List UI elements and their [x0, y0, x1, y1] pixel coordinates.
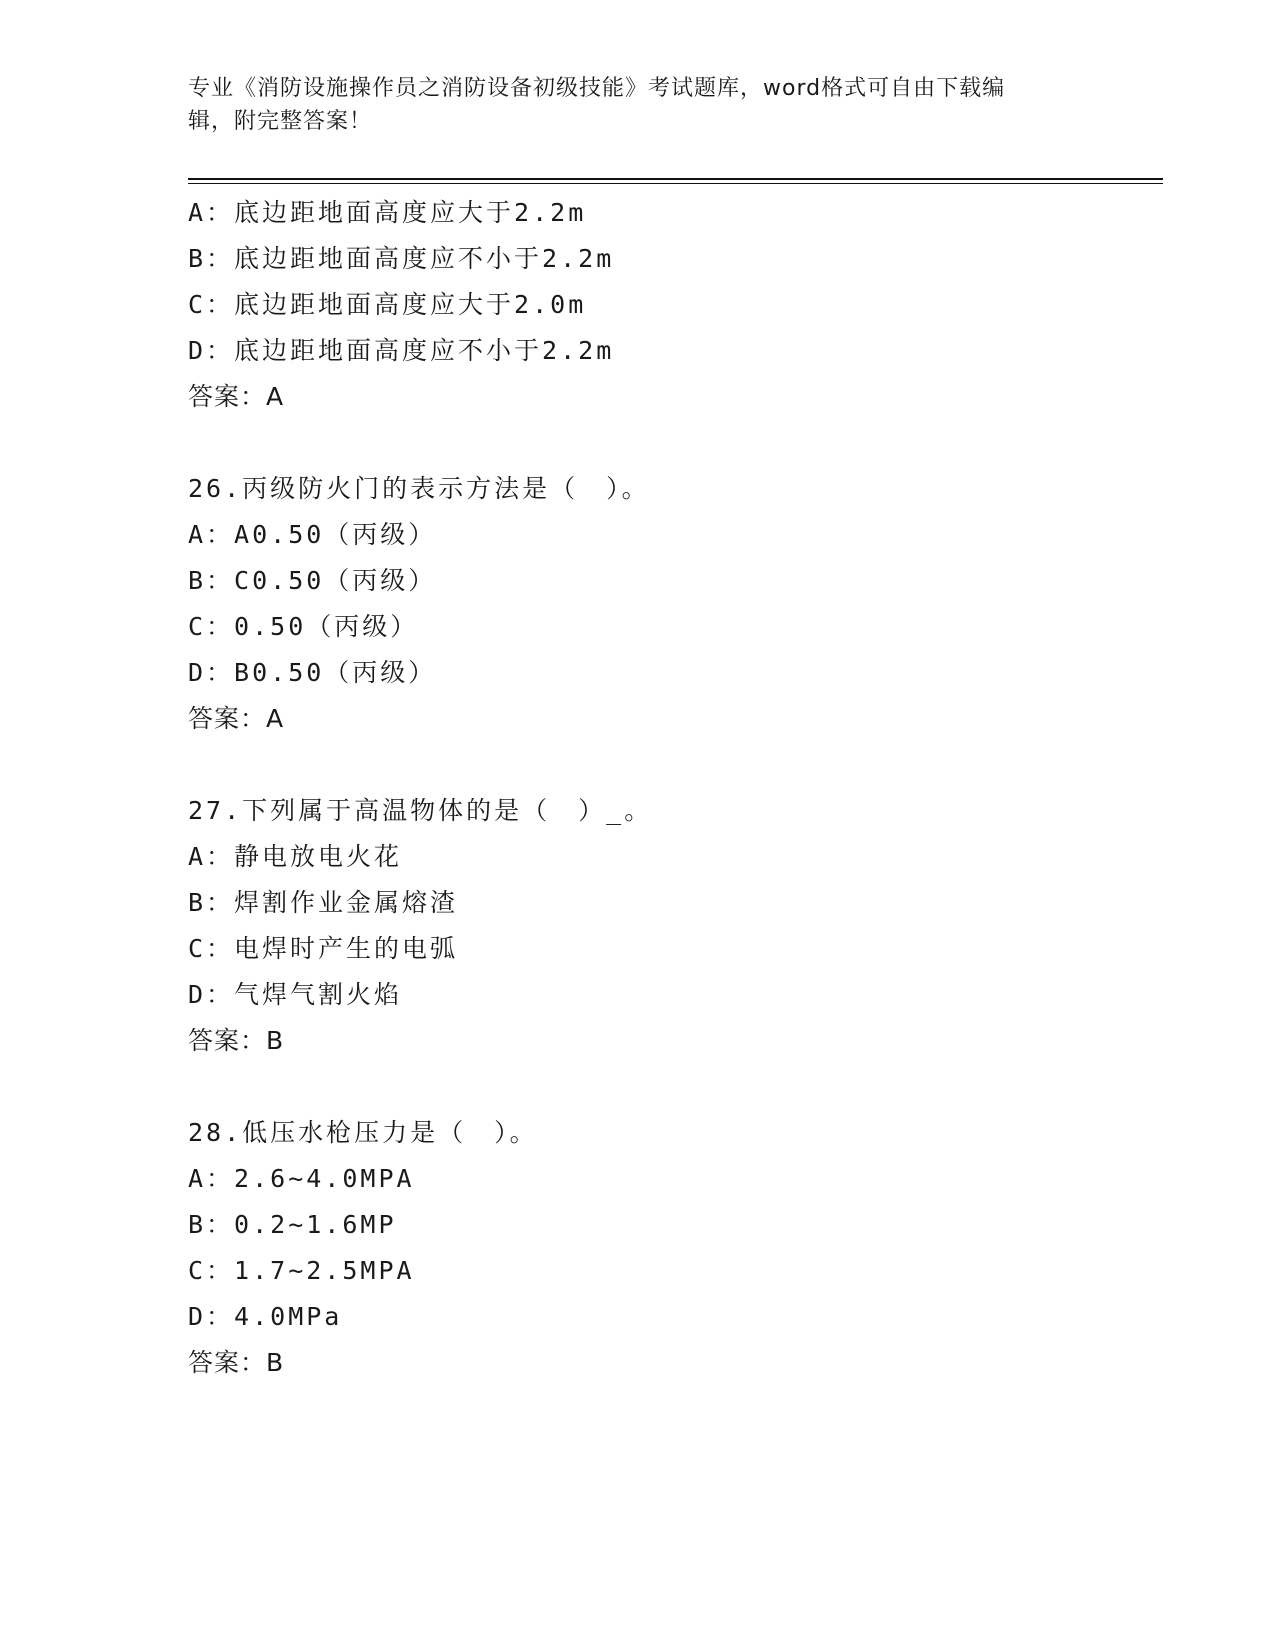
document-header [188, 72, 1088, 138]
option-a: A：A0.50（丙级） [188, 520, 437, 549]
question-text: 27.下列属于高温物体的是（ ）_。 [188, 796, 653, 825]
option-c: C：1.7~2.5MPA [188, 1256, 415, 1285]
option-d: D：气焊气割火焰 [188, 980, 403, 1009]
answer-line: 答案：B [188, 1348, 285, 1377]
question-text: 26.丙级防火门的表示方法是（ ）。 [188, 474, 650, 503]
option-b: B：C0.50（丙级） [188, 566, 437, 595]
answer-line: 答案：A [188, 704, 285, 733]
block-spacer [188, 420, 1168, 466]
option-a: A：2.6~4.0MPA [188, 1164, 415, 1193]
option-a: A：底边距地面高度应大于2.2m [188, 198, 587, 227]
option-b: B：底边距地面高度应不小于2.2m [188, 244, 615, 273]
option-a: A：静电放电火花 [188, 842, 403, 871]
question-block-27 [188, 788, 1168, 1064]
question-list [188, 190, 1168, 1386]
header-divider-thick [188, 178, 1163, 180]
option-b: B：0.2~1.6MP [188, 1210, 397, 1239]
option-b: B：焊割作业金属熔渣 [188, 888, 459, 917]
question-text: 28.低压水枪压力是（ ）。 [188, 1118, 538, 1147]
option-c: C：电焊时产生的电弧 [188, 934, 459, 963]
option-d: D：4.0MPa [188, 1302, 343, 1331]
answer-line: 答案：B [188, 1026, 285, 1055]
option-d: D：底边距地面高度应不小于2.2m [188, 336, 615, 365]
header-divider-thin [188, 183, 1163, 184]
header-line-2: 辑，附完整答案！ [188, 109, 373, 134]
option-c: C：0.50（丙级） [188, 612, 419, 641]
question-block-25 [188, 190, 1168, 420]
block-spacer [188, 742, 1168, 788]
answer-line: 答案：A [188, 382, 285, 411]
option-d: D：B0.50（丙级） [188, 658, 437, 687]
option-c: C：底边距地面高度应大于2.0m [188, 290, 587, 319]
block-spacer [188, 1064, 1168, 1110]
question-block-28 [188, 1110, 1168, 1386]
header-line-1: 专业《消防设施操作员之消防设备初级技能》考试题库，word格式可自由下载编 [188, 76, 1006, 101]
question-block-26 [188, 466, 1168, 742]
